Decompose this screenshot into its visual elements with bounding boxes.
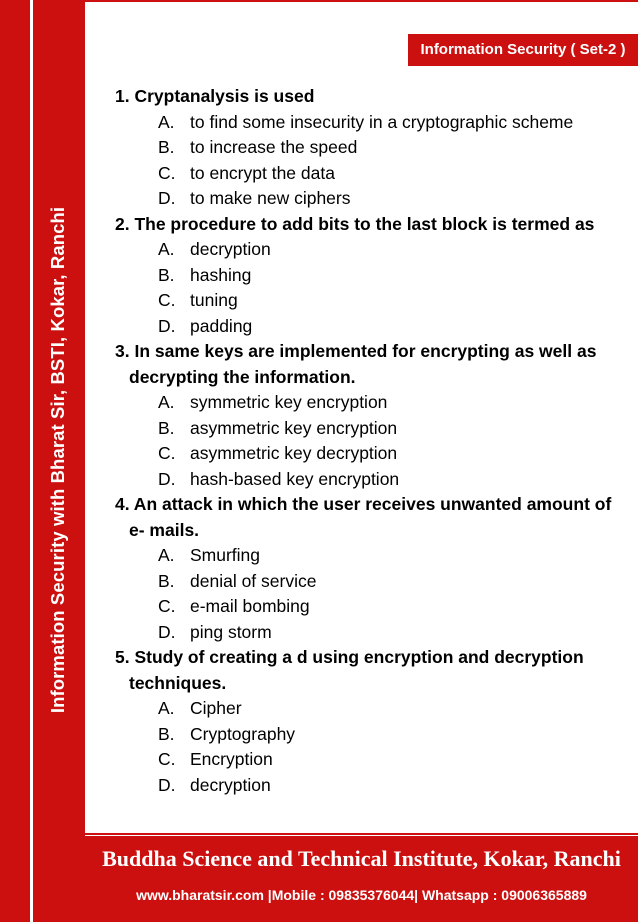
- option-letter: B.: [158, 264, 175, 285]
- institute-name: Buddha Science and Technical Institute, Kokar, Ranchi: [102, 846, 621, 871]
- option-letter: B.: [158, 417, 175, 438]
- option-list: [115, 543, 615, 645]
- option-text: Cipher: [190, 698, 242, 718]
- option-letter: A.: [158, 111, 175, 132]
- option-a: [115, 543, 615, 569]
- option-b: [115, 416, 615, 442]
- option-b: [115, 263, 615, 289]
- option-text: Smurfing: [190, 545, 261, 565]
- option-letter: A.: [158, 545, 175, 565]
- option-letter: D.: [158, 188, 176, 208]
- question-3: [115, 339, 615, 492]
- option-letter: D.: [158, 468, 176, 489]
- option-letter: C.: [158, 749, 176, 769]
- option-text: ping storm: [190, 621, 272, 642]
- question-list: [115, 84, 615, 798]
- option-d: [115, 186, 615, 212]
- option-text: Cryptography: [190, 723, 296, 744]
- option-a: [115, 110, 615, 136]
- option-text: e-mail bombing: [190, 596, 310, 616]
- footer-band: [85, 836, 638, 922]
- option-c: [115, 747, 615, 773]
- option-text: to encrypt the data: [190, 162, 335, 183]
- option-letter: B.: [158, 570, 175, 591]
- option-list: [115, 237, 615, 339]
- option-letter: C.: [158, 443, 176, 463]
- sidebar-band: [0, 0, 85, 922]
- option-b: [115, 135, 615, 161]
- option-letter: D.: [158, 774, 176, 795]
- option-list: [115, 110, 615, 212]
- option-text: decryption: [190, 239, 271, 259]
- option-letter: A.: [158, 698, 175, 718]
- question-2: [115, 212, 615, 340]
- option-letter: D.: [158, 315, 176, 336]
- option-text: Encryption: [190, 749, 273, 769]
- option-d: [115, 314, 615, 340]
- option-c: [115, 161, 615, 187]
- option-letter: C.: [158, 290, 176, 310]
- option-letter: A.: [158, 239, 175, 259]
- option-letter: C.: [158, 596, 176, 616]
- option-text: to make new ciphers: [190, 188, 351, 208]
- question-4: [115, 492, 615, 645]
- sidebar-divider: [30, 0, 33, 922]
- question-1: [115, 84, 615, 212]
- option-letter: B.: [158, 723, 175, 744]
- set-badge: Information Security ( Set-2 ): [406, 34, 638, 68]
- question-text: 1. Cryptanalysis is used: [115, 86, 315, 106]
- footer-divider: [85, 833, 638, 835]
- option-letter: C.: [158, 162, 176, 183]
- option-letter: B.: [158, 137, 175, 157]
- option-b: [115, 722, 615, 748]
- option-text: symmetric key encryption: [190, 392, 388, 412]
- option-c: [115, 288, 615, 314]
- question-text: 5. Study of creating a d using encryption and decryption techniques.: [115, 647, 584, 693]
- option-text: decryption: [190, 774, 271, 795]
- question-text: 4. An attack in which the user receives unwanted amount of e- mails.: [115, 494, 612, 540]
- option-d: [115, 467, 615, 493]
- option-text: hash-based key encryption: [190, 468, 400, 489]
- option-text: to find some insecurity in a cryptographic scheme: [190, 111, 574, 132]
- option-letter: A.: [158, 392, 175, 412]
- question-5: [115, 645, 615, 798]
- option-text: asymmetric key encryption: [190, 417, 398, 438]
- option-text: asymmetric key decryption: [190, 443, 398, 463]
- question-text: 2. The procedure to add bits to the last block is termed as: [115, 213, 595, 234]
- header-strip: [85, 0, 638, 2]
- option-text: padding: [190, 315, 253, 336]
- option-a: [115, 696, 615, 722]
- option-text: to increase the speed: [190, 137, 358, 157]
- question-text: 3. In same keys are implemented for encrypting as well as decrypting the information.: [115, 341, 597, 387]
- option-a: [115, 390, 615, 416]
- contact-line: www.bharatsir.com |Mobile : 09835376044| Whatsapp : 09006365889: [136, 887, 587, 903]
- option-letter: D.: [158, 621, 176, 642]
- sidebar-title: Information Security with Bharat Sir, BSTI, Kokar, Ranchi: [47, 206, 68, 714]
- option-c: [115, 441, 615, 467]
- option-text: tuning: [190, 290, 238, 310]
- option-b: [115, 569, 615, 595]
- option-list: [115, 696, 615, 798]
- option-text: hashing: [190, 264, 252, 285]
- option-d: [115, 773, 615, 799]
- option-a: [115, 237, 615, 263]
- option-d: [115, 620, 615, 646]
- option-c: [115, 594, 615, 620]
- option-text: denial of service: [190, 570, 317, 591]
- option-list: [115, 390, 615, 492]
